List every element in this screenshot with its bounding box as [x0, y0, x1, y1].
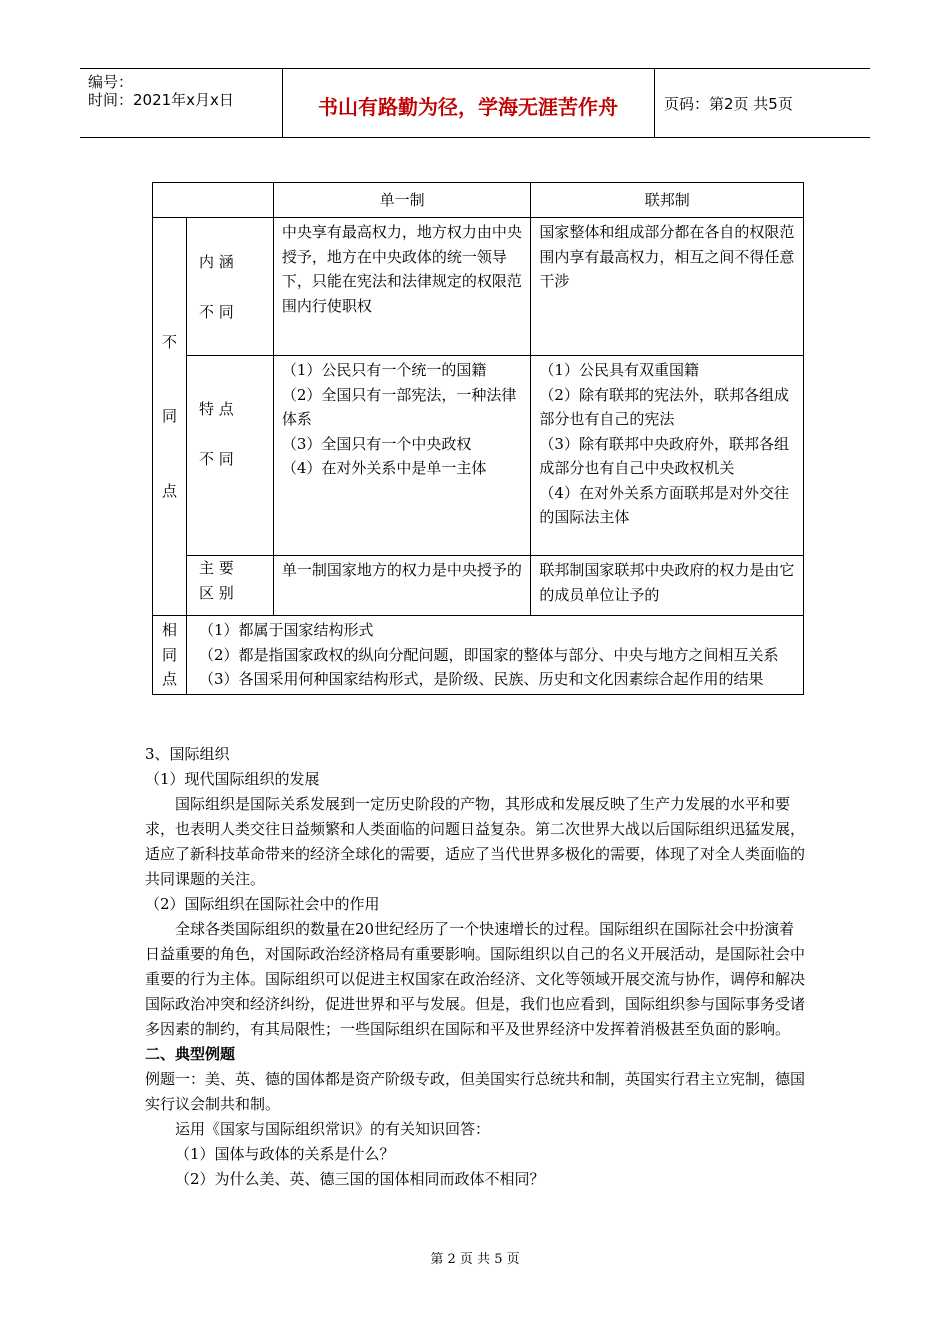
question-item: （1）国体与政体的关系是什么？ [175, 1145, 395, 1163]
list-item: （3）全国只有一个中央政权 [281, 434, 472, 453]
row-label-line: 内 涵 [198, 252, 234, 271]
subsection-heading: （2）国际组织在国际社会中的作用 [145, 895, 380, 913]
list-item: （1）都属于国家结构形式 [198, 621, 374, 639]
list-item: （2）除有联邦的宪法外，联邦各组成部分也有自己的宪法 [539, 385, 789, 428]
cell-similarities [186, 616, 803, 695]
question-item: （2）为什么美、英、德三国的国体相同而政体不相同？ [175, 1170, 545, 1188]
example-text: 例题一：美、英、德的国体都是资产阶级专政，但美国实行总统共和制，英国实行君主立宪制，德国实行议会制共和制。 [145, 1070, 806, 1113]
similarities-label-char: 同 [161, 645, 177, 664]
cell-unitary-main-difference: 单一制国家地方的权力是中央授予的 [273, 556, 531, 616]
list-item: （3）各国采用何种国家结构形式，是阶级、民族、历史和文化因素综合起作用的结果 [198, 670, 764, 688]
header-divider [654, 69, 655, 137]
column-header-unitary: 单一制 [273, 183, 531, 218]
similarities-label-char: 点 [161, 670, 177, 688]
section-heading: 3、国际组织 [145, 745, 230, 763]
list-item: （4）在对外关系方面联邦是对外交往的国际法主体 [539, 483, 789, 526]
question-prompt: 运用《国家与国际组织常识》的有关知识回答： [175, 1120, 491, 1138]
doc-code-label: 编号： [88, 73, 134, 91]
table-row [153, 556, 804, 616]
row-label-features [186, 356, 273, 556]
table-corner-cell [153, 183, 274, 218]
paragraph: 全球各类国际组织的数量在20世纪经历了一个快速增长的过程。国际组织在国际社会中扮演着日益重要的角色，对国际政治经济格局有重要影响。国际组织以自己的名义开展活动，是国际社会中重要的行为主体。国际组织可以促进主权国家在政治经济、文化等领域开展交流与协作，调停和解决国际政治冲突和经济纠纷，促进世界和平与发展。但是，我们也应看到，国际组织参与国际事务受诸多因素的制约，有其局限性；一些国际组织在国际和平及世界经济中发挥着消极甚至负面的影响。 [145, 920, 806, 1038]
row-label-line: 特 点 [198, 400, 234, 418]
row-label-connotation [186, 218, 273, 356]
section-heading: 二、典型例题 [145, 1045, 236, 1063]
differences-label [153, 218, 187, 616]
cell-unitary-connotation: 中央享有最高权力，地方权力由中央授予，地方在中央政体的统一领导下，只能在宪法和法律规定的权限范围内行使职权 [273, 218, 531, 356]
list-item: （2）都是指国家政权的纵向分配问题，即国家的整体与部分、中央与地方之间相互关系 [198, 645, 779, 664]
differences-label-char: 点 [161, 481, 177, 500]
page-header [80, 68, 870, 138]
table-row [153, 616, 804, 695]
column-header-federal: 联邦制 [531, 183, 804, 218]
table-row [153, 218, 804, 356]
cell-federal-connotation: 国家整体和组成部分都在各自的权限范围内享有最高权力，相互之间不得任意干涉 [531, 218, 804, 356]
header-info [88, 73, 234, 109]
similarities-label-char: 相 [161, 621, 177, 639]
comparison-table [152, 182, 804, 695]
document-body [145, 742, 807, 1192]
list-item: （1）公民具有双重国籍 [539, 361, 699, 379]
cell-federal-features [531, 356, 804, 556]
similarities-label [153, 616, 187, 695]
subsection-heading: （1）现代国际组织的发展 [145, 770, 320, 788]
doc-time-label: 时间：2021年x月x日 [88, 91, 234, 109]
paragraph: 国际组织是国际关系发展到一定历史阶段的产物，其形成和发展反映了生产力发展的水平和要求，也表明人类交往日益频繁和人类面临的问题日益复杂。第二次世界大战以后国际组织迅猛发展，适应了新科技革命带来的经济全球化的需要，适应了当代世界多极化的需要，体现了对全人类面临的共同课题的关注。 [145, 795, 806, 888]
table-row [153, 356, 804, 556]
differences-label-char: 不 [161, 332, 177, 351]
row-label-line: 不 同 [198, 450, 234, 468]
table-header-row [153, 183, 804, 218]
list-item: （3）除有联邦中央政府外，联邦各组成部分也有自己中央政权机关 [539, 434, 789, 477]
page-footer: 第 2 页 共 5 页 [430, 1252, 520, 1267]
list-item: （4）在对外关系中是单一主体 [281, 459, 487, 477]
cell-federal-main-difference: 联邦制国家联邦中央政府的权力是由它的成员单位让予的 [531, 556, 804, 616]
cell-unitary-features [273, 356, 531, 556]
row-label-line: 主 要 [198, 559, 234, 577]
row-label-line: 不 同 [198, 302, 234, 321]
header-page-number: 页码：第2页 共5页 [664, 95, 793, 113]
differences-label-char: 同 [161, 407, 177, 426]
row-label-line: 区 别 [198, 583, 234, 602]
list-item: （2）全国只有一部宪法，一种法律体系 [281, 385, 517, 428]
row-label-main-difference [186, 556, 273, 616]
list-item: （1）公民只有一个统一的国籍 [281, 361, 487, 379]
header-motto: 书山有路勤为径，学海无涯苦作舟 [318, 95, 618, 119]
